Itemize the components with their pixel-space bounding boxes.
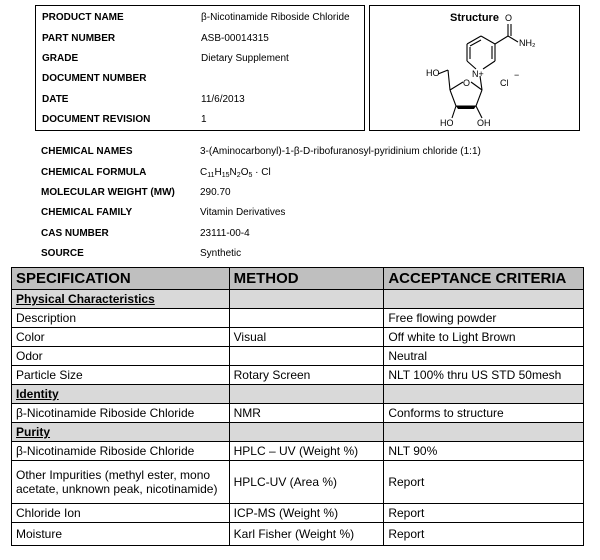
chloride-charge-label: − [514, 70, 520, 80]
header-value: ASB-00014315 [201, 33, 269, 44]
header-value: 1 [201, 114, 207, 125]
section-title: Physical Characteristics [12, 290, 230, 309]
spec-cell: Description [12, 309, 230, 328]
header-specification: SPECIFICATION [12, 268, 230, 290]
chem-row-formula [35, 163, 575, 183]
spec-cell: β-Nicotinamide Riboside Chloride [12, 404, 230, 423]
criteria-cell: NLT 90% [384, 442, 584, 461]
ring-oxygen-label: O [463, 78, 471, 88]
header-row-document-revision [36, 110, 364, 130]
structure-box [369, 5, 580, 131]
chem-label: MOLECULAR WEIGHT (MW) [41, 187, 175, 198]
section-title: Purity [12, 423, 230, 442]
section-row-physical [12, 290, 584, 309]
spec-cell: Chloride Ion [12, 504, 230, 523]
method-cell [229, 309, 384, 328]
section-title: Identity [12, 385, 230, 404]
table-header-row [12, 268, 584, 290]
header-value: Dietary Supplement [201, 53, 289, 64]
section-row-identity [12, 385, 584, 404]
header-row-part-number [36, 29, 364, 49]
method-cell: ICP-MS (Weight %) [229, 504, 384, 523]
chem-value: Synthetic [200, 248, 242, 259]
chem-label: CAS NUMBER [41, 228, 109, 239]
method-cell: Karl Fisher (Weight %) [229, 523, 384, 546]
method-cell: HPLC – UV (Weight %) [229, 442, 384, 461]
header-row-date [36, 90, 364, 110]
specification-table [11, 267, 584, 546]
criteria-cell: NLT 100% thru US STD 50mesh [384, 366, 584, 385]
chem-value: 290.70 [200, 187, 231, 198]
spec-cell: Particle Size [12, 366, 230, 385]
method-cell: Rotary Screen [229, 366, 384, 385]
hydroxyl-right-label: OH [477, 118, 491, 128]
table-row [12, 442, 584, 461]
chem-label: SOURCE [41, 248, 84, 259]
chem-value: Vitamin Derivatives [200, 207, 286, 218]
hydroxymethyl-label: HO [426, 68, 440, 78]
header-value: β-Nicotinamide Riboside Chloride [201, 12, 350, 23]
method-cell: HPLC-UV (Area %) [229, 461, 384, 504]
spec-cell: Color [12, 328, 230, 347]
header-label: PRODUCT NAME [42, 12, 124, 23]
criteria-cell: Off white to Light Brown [384, 328, 584, 347]
structure-title: Structure [450, 12, 499, 24]
amide-nh2-label: NH₂ [519, 38, 536, 48]
method-cell: Visual [229, 328, 384, 347]
criteria-cell: Report [384, 461, 584, 504]
chem-label: CHEMICAL FORMULA [41, 167, 147, 178]
header-row-product-name [36, 8, 364, 28]
method-cell: NMR [229, 404, 384, 423]
criteria-cell: Neutral [384, 347, 584, 366]
chem-row-names [35, 142, 575, 162]
criteria-cell: Conforms to structure [384, 404, 584, 423]
header-row-document-number [36, 69, 364, 89]
header-label: GRADE [42, 53, 79, 64]
table-row [12, 404, 584, 423]
chem-row-source [35, 244, 575, 264]
header-label: PART NUMBER [42, 33, 116, 44]
table-row [12, 504, 584, 523]
table-row [12, 309, 584, 328]
header-label: DOCUMENT REVISION [42, 114, 151, 125]
chem-row-cas-number [35, 224, 575, 244]
criteria-cell: Free flowing powder [384, 309, 584, 328]
pyridinium-nitrogen-label: N+ [472, 69, 484, 79]
table-row [12, 366, 584, 385]
chem-label: CHEMICAL FAMILY [41, 207, 133, 218]
chem-value: 3-(Aminocarbonyl)-1-β-D-ribofuranosyl-pyridinium chloride (1:1) [200, 146, 481, 157]
section-row-purity [12, 423, 584, 442]
spec-cell: Other Impurities (methyl ester, mono acetate, unknown peak, nicotinamide) [12, 461, 230, 504]
chemical-formula: $C_{11}H_{15}N_2O_5 \cdot Cl$ [200, 167, 271, 179]
hydroxyl-left-label: HO [440, 118, 454, 128]
header-label: DATE [42, 94, 69, 105]
chem-label: CHEMICAL NAMES [41, 146, 133, 157]
criteria-cell: Report [384, 504, 584, 523]
spec-cell: Moisture [12, 523, 230, 546]
header-row-grade [36, 49, 364, 69]
chem-row-family [35, 203, 575, 223]
product-header-box [35, 5, 365, 131]
molecule-structure-diagram [370, 6, 581, 132]
header-label: DOCUMENT NUMBER [42, 73, 147, 84]
table-row [12, 523, 584, 546]
chem-row-molecular-weight [35, 183, 575, 203]
criteria-cell: Report [384, 523, 584, 546]
table-row [12, 328, 584, 347]
chloride-label: Cl [500, 78, 509, 88]
table-row [12, 347, 584, 366]
method-cell [229, 347, 384, 366]
spec-cell: β-Nicotinamide Riboside Chloride [12, 442, 230, 461]
header-acceptance-criteria: ACCEPTANCE CRITERIA [384, 268, 584, 290]
chem-value: 23111-00-4 [200, 228, 250, 239]
header-method: METHOD [229, 268, 384, 290]
carbonyl-oxygen-label: O [505, 13, 513, 23]
header-value: 11/6/2013 [201, 94, 245, 105]
table-row [12, 461, 584, 504]
spec-cell: Odor [12, 347, 230, 366]
